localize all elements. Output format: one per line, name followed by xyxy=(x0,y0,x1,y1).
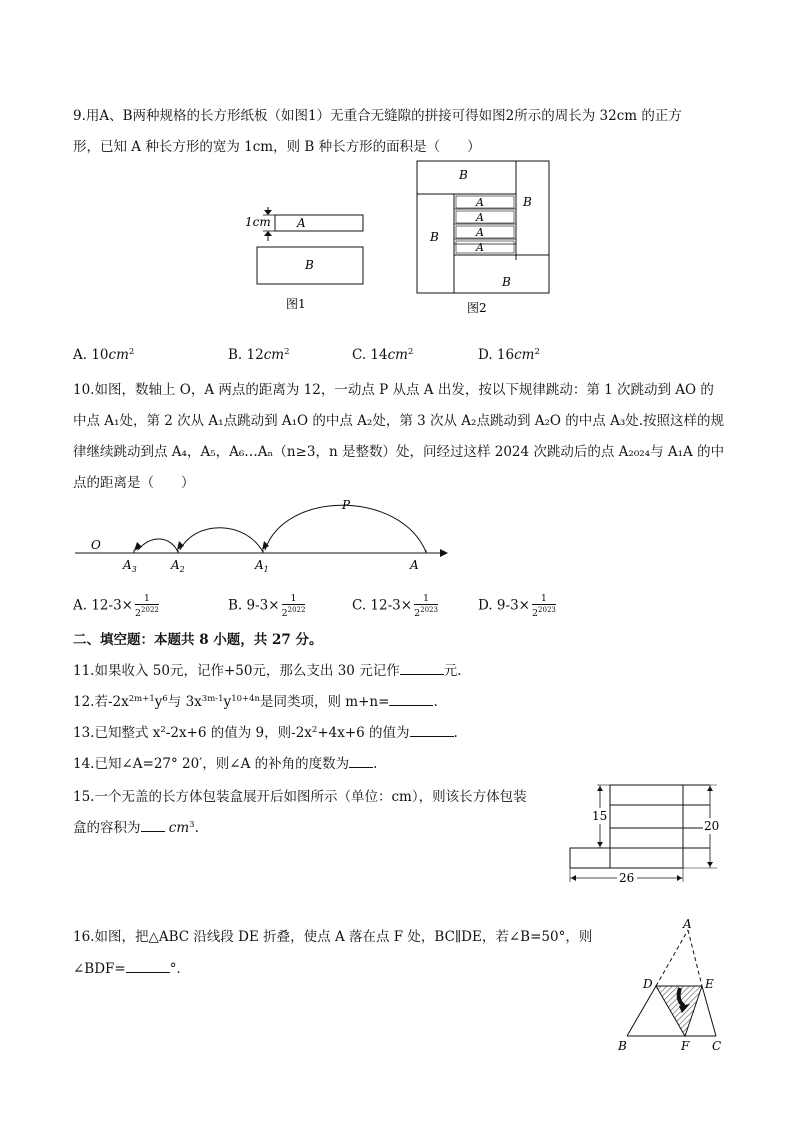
q16-label-d: D xyxy=(643,977,653,991)
section-2-title: 二、填空题：本题共 8 小题，共 27 分。 xyxy=(73,632,323,648)
fig2-label-a-3: A xyxy=(476,226,484,239)
q13-text: 13.已知整式 $x^2-2x+6$ 的值为 9，则$-2x^2+4x+6$ 的值为 . xyxy=(73,725,458,741)
q10-text-line3: 律继续跳动到点 A₄，A₅，A₆…Aₙ（n≥3，n 是整数）处，问经过这样 2024 次跳动后的点 A₂₀₂₄与 A₁A 的中 xyxy=(73,444,725,460)
q10-text-line1: 10.如图，数轴上 O，A 两点的距离为 12，一动点 P 从点 A 出发，按以下规律跳动：第 1 次跳动到 AO 的 xyxy=(73,382,714,398)
fig2-label-b-bottom: B xyxy=(502,275,511,289)
q14-answer-blank[interactable] xyxy=(349,755,373,768)
fig2-label-b-top: B xyxy=(459,168,468,182)
q16-label-e: E xyxy=(705,977,714,991)
q15-dim-15: 15 xyxy=(592,809,608,823)
numline-label-p: P xyxy=(342,498,351,512)
numline-label-o: O xyxy=(91,538,101,552)
q15-answer-blank[interactable] xyxy=(141,819,165,832)
q10-number-line xyxy=(70,495,455,577)
numline-label-a1: $A_1$ xyxy=(255,558,269,574)
q15-text-line2: 盒的容积为 $cm^3$. xyxy=(73,820,199,836)
fig2-label-b-right: B xyxy=(523,195,532,209)
q9-option-d: D. $16cm^2$ xyxy=(478,347,540,363)
q16-label-b: B xyxy=(618,1039,627,1053)
q9-option-c: C. $14cm^2$ xyxy=(352,347,414,363)
q15-dim-26: 26 xyxy=(619,871,635,885)
q10-option-b: B. 9-3× $\frac{1}{2^{2022}}$ xyxy=(228,593,306,619)
numline-label-a2: $A_2$ xyxy=(171,558,185,574)
q15-dim-20: 20 xyxy=(704,819,720,833)
q15-text-line1: 15.一个无盖的长方体包装盒展开后如图所示（单位：cm），则该长方体包装 xyxy=(73,789,527,805)
fig2-label-a-1: A xyxy=(476,196,484,209)
q16-text-line1: 16.如图，把△ABC 沿线段 DE 折叠，使点 A 落在点 F 处，BC∥DE，若∠B=50°，则 xyxy=(73,929,593,945)
q16-answer-blank[interactable] xyxy=(126,960,170,973)
fig2-label-a-4: A xyxy=(476,241,484,254)
q9-figure-2 xyxy=(410,155,560,320)
q13-answer-blank[interactable] xyxy=(410,724,454,737)
fig1-label-a: A xyxy=(297,216,306,230)
q10-option-c: C. 12-3× $\frac{1}{2^{2023}}$ xyxy=(352,593,438,619)
fig2-label-b-left: B xyxy=(430,230,439,244)
q14-text: 14.已知∠A=27° 20′，则∠A 的补角的度数为 . xyxy=(73,756,378,772)
q10-text-line4: 点的距离是（ ） xyxy=(73,475,195,491)
fig1-label-b: B xyxy=(305,258,314,272)
q16-label-c: C xyxy=(712,1039,722,1053)
q11-answer-blank[interactable] xyxy=(400,662,444,675)
q16-text-line2: ∠BDF= °． xyxy=(73,961,190,977)
q9-text-line1: 9.用A、B两种规格的长方形纸板（如图1）无重合无缝隙的拼接可得如图2所示的周长为 32cm 的正方 xyxy=(73,108,682,124)
q10-text-line2: 中点 A₁处，第 2 次从 A₁点跳动到 A₁O 的中点 A₂处，第 3 次从 A₂点跳动到 A₂O 的中点 A₃处.按照这样的规 xyxy=(73,413,725,429)
q11-text: 11.如果收入 50元，记作+50元，那么支出 30 元记作 元． xyxy=(73,663,471,679)
fig1-caption: 图1 xyxy=(286,297,306,311)
q9-text-line2: 形，已知 A 种长方形的宽为 1cm，则 B 种长方形的面积是（ ） xyxy=(73,139,481,155)
q10-option-a: A. 12-3× $\frac{1}{2^{2022}}$ xyxy=(73,593,159,619)
q9-option-b: B. $12cm^2$ xyxy=(228,347,290,363)
fig2-label-a-2: A xyxy=(476,211,484,224)
q9-figure-1 xyxy=(235,200,375,315)
q9-option-a: A. $10cm^2$ xyxy=(73,347,135,363)
q16-triangle-figure xyxy=(610,918,735,1058)
fig1-dim-label: 1cm xyxy=(245,215,271,229)
q16-label-a: A xyxy=(683,918,692,931)
q10-option-d: D. 9-3× $\frac{1}{2^{2023}}$ xyxy=(478,593,556,619)
numline-label-a3: $A_3$ xyxy=(123,558,137,574)
q12-answer-blank[interactable] xyxy=(389,693,433,706)
q15-box-net-figure xyxy=(565,780,730,885)
q16-label-f: F xyxy=(681,1039,690,1053)
numline-label-a: A xyxy=(410,558,419,572)
q12-text: 12.若$-2x^{2m+1}y^6$与 $3x^{3m-1}y^{10+4n}$是同类项，则 m+n= . xyxy=(73,694,438,710)
fig2-caption: 图2 xyxy=(467,301,487,315)
